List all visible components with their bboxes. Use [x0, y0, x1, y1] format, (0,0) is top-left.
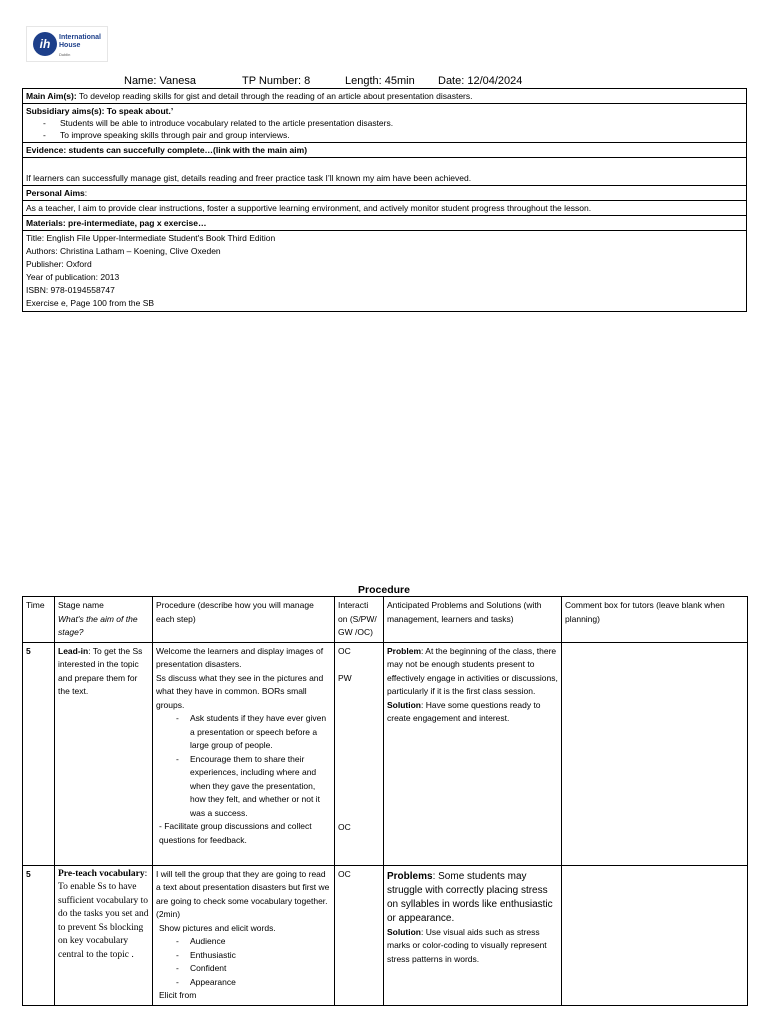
procedure-step: - Encourage them to share their experiences, including where and when they gave the presentation, how they felt, and whether or not it was a success.	[190, 753, 331, 821]
teacher-name: Name: Vanesa	[124, 75, 196, 87]
ih-logo-mark: ih	[33, 32, 57, 56]
subsidiary-aims-cell: Subsidiary aims(s): To speak about.’ - Students will be able to introduce vocabulary related to the article presentation disasters. - To improve speaking skills through pair and group interviews.	[23, 104, 747, 143]
lesson-date: Date: 12/04/2024	[438, 75, 523, 87]
procedure-step: - Ask students if they have ever given a presentation or speech before a large group of people.	[190, 712, 331, 753]
tp-number: TP Number: 8	[242, 75, 311, 87]
vocabulary-item: - Confident	[190, 962, 331, 976]
tutor-comment-box[interactable]	[562, 865, 748, 1005]
aims-table	[22, 88, 747, 312]
materials-label: Materials: pre-intermediate, pag x exercise…	[23, 216, 747, 231]
evidence-label: Evidence: students can succefully complete…(link with the main aim)	[23, 143, 747, 158]
ih-logo-subtext: Dublin	[59, 52, 71, 57]
personal-aims-text: As a teacher, I aim to provide clear instructions, foster a supportive learning environment, and actively monitor student progress throughout the lesson.	[23, 201, 747, 216]
subsidiary-aim-item: - To improve speaking skills through pair and group interviews.	[60, 129, 743, 141]
vocabulary-item: - Enthusiastic	[190, 949, 331, 963]
tutor-comment-box[interactable]	[562, 642, 748, 865]
procedure-row-pre-teach: 5 Pre-teach vocabulary: To enable Ss to have sufficient vocabulary to do the tasks you set and to prevent Ss blocking on key vocabulary central to the topic . I will tell the group that they are going to read a text about presentation disasters but first we are going to check some vocabulary together. (2min) Show pictures and elicit words. - Audience - Enthusiastic - Confident - Appearance Elicit from OC Problems: Some students may struggle with correctly placing stress on syllables in words like enthusiastic or appearance. Solution: Use visual aids such as stress marks or color-coding to visually represent stress patterns in words.	[23, 865, 748, 1005]
subsidiary-aim-item: - Students will be able to introduce vocabulary related to the article presentation disasters.	[60, 117, 743, 129]
main-aim-cell: Main Aim(s): To develop reading skills for gist and detail through the reading of an article about presentation disasters.	[23, 89, 747, 104]
personal-aims-label: Personal Aims:	[23, 186, 747, 201]
ih-logo	[26, 26, 108, 62]
procedure-header-row: Time Stage name What's the aim of the stage? Procedure (describe how you will manage each step) Interacti on (S/PW/ GW /OC) Anticipated Problems and Solutions (with management, learners and tasks) Comment box for tutors (leave blank when planning)	[23, 597, 748, 643]
vocabulary-item: - Audience	[190, 935, 331, 949]
materials-cell: Title: English File Upper-Intermediate Student's Book Third Edition Authors: Christina Latham – Koening, Clive Oxeden Publisher: Oxford Year of publication: 2013 ISBN: 978-0194558747 Exercise e, Page 100 from the SB	[23, 231, 747, 312]
procedure-table	[22, 596, 748, 1006]
lesson-length: Length: 45min	[345, 75, 415, 87]
ih-logo-text: International House	[59, 34, 102, 49]
evidence-cell: If learners can successfully manage gist, details reading and freer practice task I’ll known my aim have been achieved.	[23, 158, 747, 186]
vocabulary-item: - Appearance	[190, 976, 331, 990]
procedure-title: Procedure	[358, 584, 410, 596]
procedure-row-lead-in: 5 Lead-in: To get the Ss interested in the topic and prepare them for the text. Welcome the learners and display images of presentation disasters. Ss discuss what they see in the pictures and what they have in common. BORs small groups. - Ask students if they have ever given a presentation or speech before a large group of people. - Encourage them to share their experiences, including where and when they gave the presentation, how they felt, and whether or not it was a success. - Facilitate group discussions and collect questions for feedback. OC PW OC Problem: At the beginning of the class, there may not be enough students present to effectively engage in activities or discussions, particularly if it is the first class session. Solution: Have some questions ready to create engagement and interest.	[23, 642, 748, 865]
